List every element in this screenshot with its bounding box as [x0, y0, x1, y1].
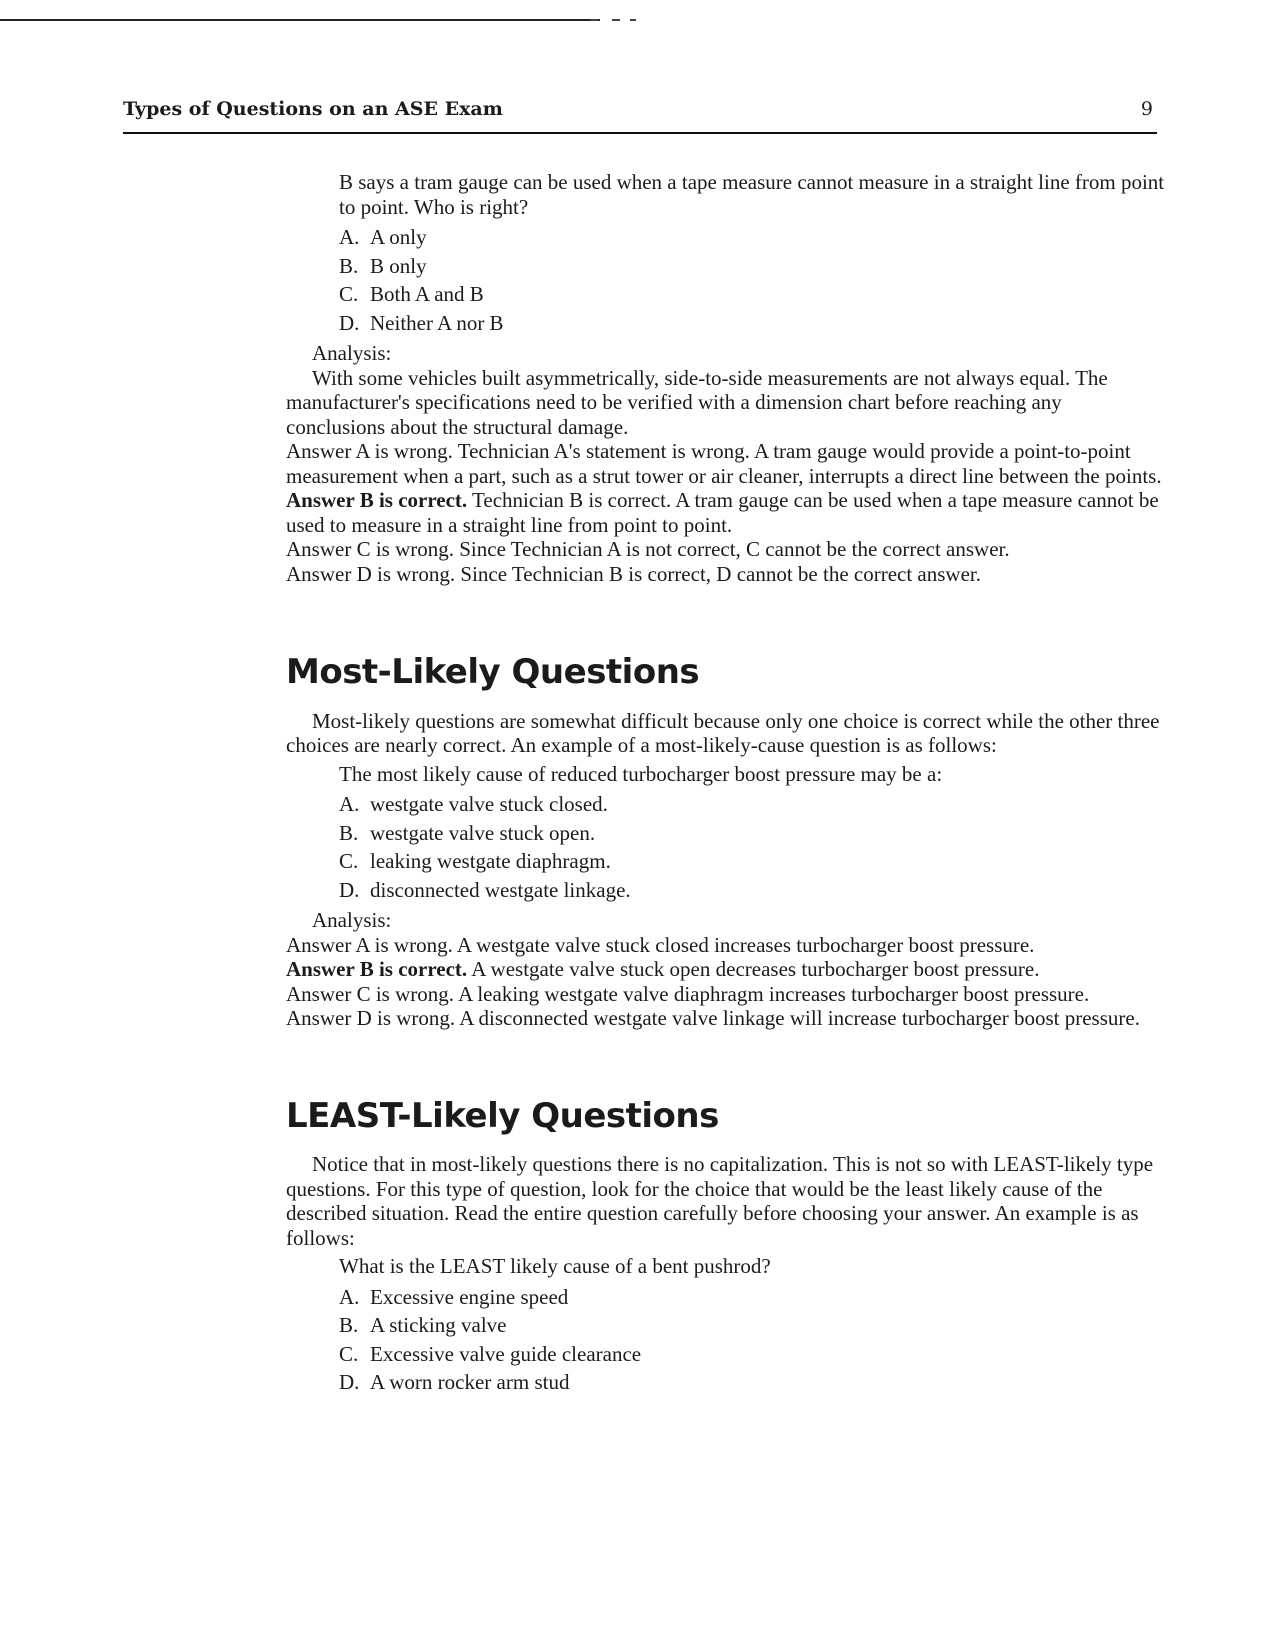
analysis-label: Analysis: — [312, 341, 392, 365]
analysis-intro: With some vehicles built asymmetrically, side-to-side measurements are not always equal. The manufacturer's specifications need to be verified with a dimension chart before reaching any conclusions about the structural damage. — [286, 365, 1108, 439]
page-body — [286, 170, 1166, 1401]
question-text: The most likely cause of reduced turbocharger boost pressure may be a: — [339, 761, 943, 786]
section-heading-most-likely: Most-Likely Questions — [286, 652, 700, 692]
choice-item: D. Neither A nor B — [339, 310, 504, 335]
scan-border-line — [0, 19, 600, 21]
choice-list — [339, 790, 1166, 904]
running-title: Types of Questions on an ASE Exam — [123, 98, 503, 120]
question-text: B says a tram gauge can be used when a tape measure cannot measure in a straight line from point to point. Who is right? — [339, 170, 1165, 219]
choice-item: D. disconnected westgate linkage. — [339, 877, 631, 902]
section-intro: Most-likely questions are somewhat difficult because only one choice is correct while the other three choices are nearly correct. An example of a most-likely-cause question is as follows: — [286, 708, 1160, 757]
correct-label: Answer B is correct. — [286, 488, 468, 512]
section-heading-least-likely: LEAST-Likely Questions — [286, 1095, 719, 1136]
choice-item: B. A sticking valve — [339, 1313, 507, 1337]
correct-label: Answer B is correct. — [286, 957, 468, 981]
page-header — [123, 98, 1157, 134]
choice-item: C. leaking westgate diaphragm. — [339, 849, 611, 873]
choice-item: C. Both A and B — [339, 282, 484, 306]
choice-item: A. A only — [339, 225, 427, 249]
answer-d: Answer D is wrong. A disconnected westgate valve linkage will increase turbocharger boost pressure. — [286, 1006, 1140, 1030]
scan-border-dash — [590, 19, 598, 21]
scan-border-dash — [612, 19, 620, 21]
choice-item: C. Excessive valve guide clearance — [339, 1341, 642, 1366]
choice-list — [339, 223, 1166, 337]
choice-list — [339, 1283, 1166, 1397]
answer-c: Answer C is wrong. Since Technician A is not correct, C cannot be the correct answer. — [286, 537, 1010, 561]
scan-border-dash — [630, 19, 636, 21]
section-intro: Notice that in most-likely questions there is no capitalization. This is not so with LEAST-likely type questions. For this type of question, look for the choice that would be the least likely cause of the described situation. Read the entire question carefully before choosing your answer. An example is as follows: — [286, 1152, 1154, 1250]
answer-c: Answer C is wrong. A leaking westgate valve diaphragm increases turbocharger boost pressure. — [286, 981, 1090, 1006]
choice-item: B. westgate valve stuck open. — [339, 820, 596, 845]
choice-item: D. A worn rocker arm stud — [339, 1370, 570, 1394]
answer-a: Answer A is wrong. Technician A's statement is wrong. A tram gauge would provide a point-to-point measurement when a part, such as a strut tower or air cleaner, interrupts a direct line between the points. — [286, 439, 1162, 488]
choice-item: A. westgate valve stuck closed. — [339, 792, 608, 816]
question-text: What is the LEAST likely cause of a bent pushrod? — [339, 1254, 771, 1278]
answer-b: Answer B is correct. A westgate valve stuck open decreases turbocharger boost pressure. — [286, 957, 1040, 981]
answer-b: Answer B is correct. Technician B is correct. A tram gauge can be used when a tape measure cannot be used to measure in a straight line from point to point. — [286, 488, 1159, 537]
answer-a: Answer A is wrong. A westgate valve stuck closed increases turbocharger boost pressure. — [286, 932, 1035, 957]
answer-d: Answer D is wrong. Since Technician B is correct, D cannot be the correct answer. — [286, 561, 981, 586]
choice-item: A. Excessive engine speed — [339, 1284, 569, 1309]
choice-item: B. B only — [339, 253, 427, 278]
page-number: 9 — [1140, 98, 1153, 120]
analysis-label: Analysis: — [312, 908, 392, 932]
